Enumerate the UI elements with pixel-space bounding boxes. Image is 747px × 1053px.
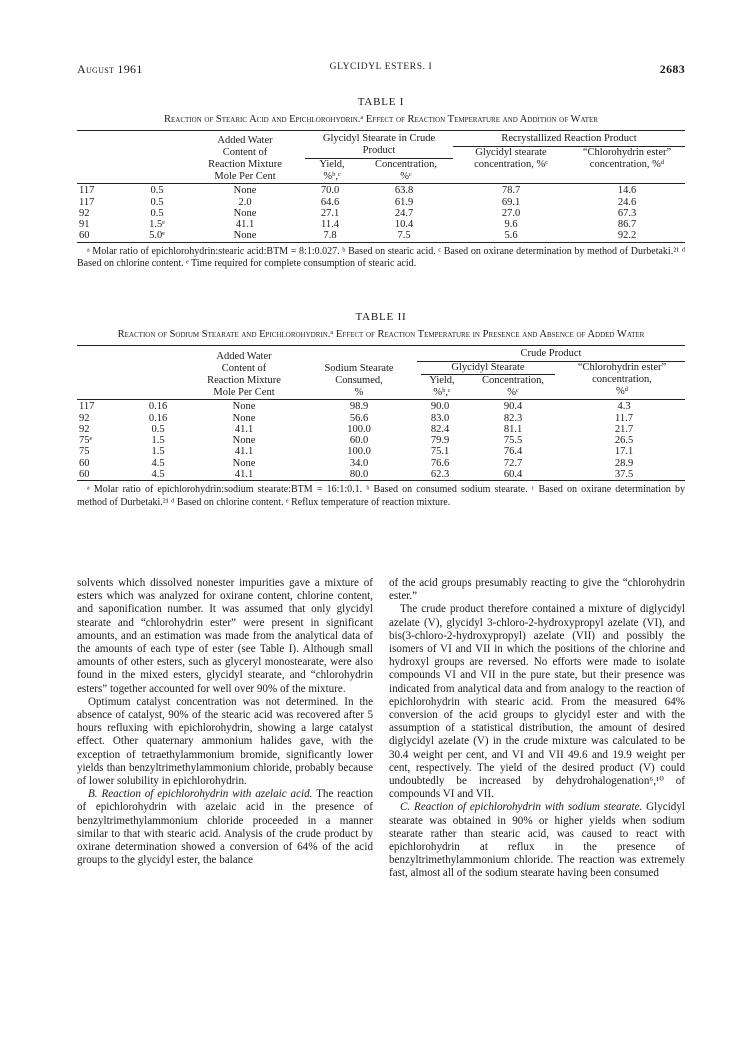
- table-cell-time: 0.5: [150, 207, 164, 219]
- table-cell-yield: 90.0: [430, 400, 450, 412]
- table-cell-water: 41.1: [234, 446, 254, 458]
- body-paragraph: Optimum catalyst concentration was not determined. In the absence of catalyst, 90% of the stearic acid was recovered after 5 hours refluxing with epichlorohydrin, showing a large catalyst effect. Other quaternary ammonium halides gave, with the exception of tetraethylammonium bromide, significantly lower yields than benzyltrimethylammonium chloride, probably because of lower solubility in epichlorohydrin.: [77, 695, 373, 788]
- table-2-top-rule: [77, 345, 685, 346]
- table-row: [77, 446, 685, 457]
- table-cell-ss: 98.9: [349, 400, 369, 412]
- table-cell-conc: 7.5: [397, 230, 411, 242]
- table-cell-temp: 117: [79, 400, 95, 412]
- table-cell-temp: 117: [79, 184, 95, 196]
- table-cell-ss: 80.0: [349, 468, 369, 480]
- table-row: [77, 197, 685, 208]
- t2-col-sodium-stearate: Sodium Stearate Consumed, %: [301, 348, 417, 400]
- table-cell-water: None: [232, 412, 256, 424]
- t1-col-recryst-group: Recrystallized Reaction Product Glycidyl stearate concentration, %ᶜ “Chlorohydrin ester” concentration, %ᵈ: [453, 133, 685, 184]
- header-page-number: 2683: [659, 62, 685, 76]
- table-cell-yield: 11.4: [321, 219, 339, 231]
- table-cell-time: 1.5: [151, 435, 165, 447]
- table-cell-temp: 75ᵉ: [79, 435, 93, 447]
- body-paragraph: of the acid groups presumably reacting to give the “chlorohydrin ester.”: [389, 577, 685, 603]
- table-cell-water: 41.1: [234, 423, 254, 435]
- table-cell-ce: 37.5: [614, 468, 634, 480]
- table-cell-time: 0.5: [150, 196, 164, 208]
- table-2-title: Reaction of Sodium Stearate and Epichlorohydrin.ᵃ Effect of Reaction Temperature in Presence and Absence of Added Water: [117, 329, 645, 340]
- table-cell-gs: 5.6: [504, 230, 518, 242]
- table-cell-water: None: [233, 184, 257, 196]
- table-cell-conc: 82.3: [503, 412, 523, 424]
- table-cell-water: None: [232, 457, 256, 469]
- table-row: [77, 458, 685, 469]
- body-paragraph: C. Reaction of epichlorohydrin with sodium stearate. Glycidyl stearate was obtained in 90% or higher yields when sodium stearate rather than stearic acid, was caused to react with epichlorohydrin at reflux in the presence of benzyltrimethylammonium chloride. The reaction was extremely fast, almost all of the sodium stearate having been consumed: [389, 801, 685, 880]
- table-cell-yield: 75.1: [430, 446, 450, 458]
- table-cell-ce: 67.3: [617, 207, 637, 219]
- table-row: [77, 435, 685, 446]
- table-row: [77, 400, 685, 413]
- table-cell-ce: 14.6: [617, 184, 637, 196]
- table-cell-yield: 70.0: [320, 184, 340, 196]
- table-cell-ss: 34.0: [349, 457, 369, 469]
- table-cell-yield: 7.8: [323, 230, 337, 242]
- t2-col-water: Added Water Content of Reaction Mixture Mole Per Cent: [187, 348, 301, 400]
- table-cell-temp: 92: [79, 207, 90, 219]
- table-cell-time: 0.5: [150, 184, 164, 196]
- table-2-footnote: ᵃ Molar ratio of epichlorohydrin:sodium stearate:BTM = 16:1:0.1. ᵇ Based on consumed sodium stearate. ᶜ Based on oxirane determination by method of Durbetaki.²¹ ᵈ Based on chlorine content. ᵉ Reflux temperature of reaction mixture.: [77, 484, 685, 508]
- table-cell-gs: 9.6: [504, 219, 518, 231]
- table-cell-conc: 61.9: [394, 196, 414, 208]
- table-row: [77, 208, 685, 219]
- table-1: [77, 133, 685, 242]
- table-cell-ce: 17.1: [614, 446, 634, 458]
- table-cell-gs: 27.0: [501, 207, 521, 219]
- section-heading-b: B. Reaction of epichlorohydrin with azelaic acid.: [88, 788, 313, 801]
- table-cell-yield: 76.6: [430, 457, 450, 469]
- table-1-body: [77, 184, 685, 242]
- table-cell-ce: 24.6: [617, 196, 637, 208]
- table-cell-conc: 24.7: [394, 207, 414, 219]
- t1-col-crude-group: Glycidyl Stearate in Crude Product Yield, %ᵇ,ᶜ Concentration, %ᶜ: [305, 133, 453, 184]
- table-cell-water: 41.1: [235, 219, 255, 231]
- table-cell-conc: 72.7: [503, 457, 523, 469]
- table-cell-ce: 11.7: [615, 412, 633, 424]
- table-cell-water: 2.0: [238, 196, 252, 208]
- header-running-title: GLYCIDYL ESTERS. I: [329, 62, 433, 72]
- table-2-block: [77, 311, 685, 509]
- table-cell-ce: 21.7: [614, 423, 634, 435]
- table-cell-conc: 90.4: [503, 400, 523, 412]
- body-paragraph: The crude product therefore contained a mixture of diglycidyl azelate (V), glycidyl 3-chloro-2-hydroxypropyl azelate (VI), and bis(3-chloro-2-hydroxypropyl) azelate (VII) and possibly the isomers of VI and VII in which the positions of the chlorine and hydroxyl groups are reversed. No efforts were made to isolate compounds VI and VII in the pure state, but their presence was indicated from analytical data and from analogy to the reaction of epichlorohydrin with stearic acid. From the measured 64% conversion of the acid groups to glycidyl ester and with the assumption of a statistical distribution, the amount of desired diglycidyl azelate (V) in the crude mixture was calculated to be 30.4 weight per cent, and VI and VII 49.6 and 19.9 weight per cent, respectively. The yield of the desired product (V) could undoubtedly be increased by dehydrohalogenation⁶,¹⁰ of compounds VI and VII.: [389, 603, 685, 801]
- table-cell-temp: 92: [79, 423, 90, 435]
- table-cell-yield: 79.9: [430, 435, 450, 447]
- table-cell-time: 1.5: [151, 446, 165, 458]
- table-cell-yield: 27.1: [320, 207, 340, 219]
- header-date: August 1961: [77, 62, 143, 76]
- table-cell-gs: 69.1: [501, 196, 521, 208]
- table-cell-ss: 100.0: [347, 446, 371, 458]
- table-cell-conc: 75.5: [503, 435, 523, 447]
- table-cell-yield: 83.0: [430, 412, 450, 424]
- table-cell-ce: 4.3: [617, 400, 631, 412]
- table-cell-ce: 92.2: [617, 230, 637, 242]
- table-cell-conc: 63.8: [394, 184, 414, 196]
- table-2-body: [77, 400, 685, 481]
- table-cell-time: 0.5: [151, 423, 165, 435]
- table-cell-water: None: [232, 400, 256, 412]
- table-cell-ss: 60.0: [349, 435, 369, 447]
- table-cell-yield: 64.6: [320, 196, 340, 208]
- table-cell-ce: 26.5: [614, 435, 634, 447]
- t1-col-water: Added Water Content of Reaction Mixture Mole Per Cent: [185, 133, 305, 184]
- table-cell-water: None: [233, 207, 257, 219]
- table-cell-yield: 82.4: [430, 423, 450, 435]
- table-cell-time: 0.16: [148, 400, 168, 412]
- section-heading-c: C. Reaction of epichlorohydrin with sodium stearate.: [400, 801, 643, 814]
- table-row: [77, 424, 685, 435]
- table-cell-yield: 62.3: [430, 468, 450, 480]
- table-cell-conc: 81.1: [503, 423, 523, 435]
- table-1-block: [77, 96, 685, 271]
- table-cell-ss: 100.0: [347, 423, 371, 435]
- table-row: [77, 230, 685, 241]
- table-cell-water: 41.1: [234, 468, 254, 480]
- table-cell-time: 4.5: [151, 468, 165, 480]
- t2-col-crude-group: Crude Product Glycidyl Stearate “Chlorohydrin ester” concentration, %ᵈ Yield, %ᵇ,ᶜ Concentration, %ᶜ: [417, 348, 685, 400]
- table-row: [77, 184, 685, 197]
- table-cell-ce: 86.7: [617, 219, 637, 231]
- table-cell-time: 5.0ᵉ: [149, 230, 165, 242]
- table-2-label: TABLE II: [355, 311, 407, 323]
- table-cell-ce: 28.9: [614, 457, 634, 469]
- table-1-footnote: ᵃ Molar ratio of epichlorohydrin:stearic acid:BTM = 8:1:0.027. ᵇ Based on stearic acid. ᶜ Based on oxirane determination by method of Durbetaki.²¹ ᵈ Based on chlorine content. ᵉ Time required for complete consumption of stearic acid.: [77, 245, 685, 270]
- body-paragraph: solvents which dissolved nonester impurities gave a mixture of esters which was analyzed for oxirane content, chlorine content, and saponification number. It was assumed that only glycidyl stearate and “chlorohydrin ester” were present in significant amounts, and an estimation was made from the analytical data of the amounts of each type of ester (see Table I). Although small amounts of other esters, such as glyceryl monostearate, were also found in the mixed esters, glycidyl stearate, and “chlorohydrin esters” together accounted for well over 90% of the mixture.: [77, 577, 373, 695]
- table-row: [77, 219, 685, 230]
- table-cell-time: 1.5ᵉ: [149, 219, 165, 231]
- table-cell-conc: 76.4: [503, 446, 523, 458]
- table-cell-temp: 92: [79, 412, 90, 424]
- table-row: [77, 413, 685, 424]
- body-column-left: [77, 577, 373, 867]
- table-2: [77, 348, 685, 480]
- table-cell-temp: 117: [79, 196, 95, 208]
- table-1-title: Reaction of Stearic Acid and Epichlorohydrin.ᵃ Effect of Reaction Temperature and Addition of Water: [164, 114, 598, 125]
- table-row: [77, 469, 685, 480]
- table-cell-temp: 60: [79, 457, 90, 469]
- table-cell-temp: 60: [79, 468, 90, 480]
- body-column-right: [389, 577, 685, 881]
- table-1-top-rule: [77, 130, 685, 131]
- table-2-bottom-rule: [77, 480, 685, 481]
- table-cell-water: None: [232, 435, 256, 447]
- table-cell-water: None: [233, 230, 257, 242]
- table-cell-time: 0.16: [148, 412, 168, 424]
- table-1-label: TABLE I: [357, 96, 405, 108]
- table-cell-gs: 78.7: [501, 184, 521, 196]
- body-paragraph: B. Reaction of epichlorohydrin with azelaic acid. The reaction of epichlorohydrin with azelaic acid in the presence of benzyltrimethylammonium chloride proceeded in a manner similar to that with stearic acid. Analysis of the crude product by oxirane determination showed a conversion of 64% of the acid groups to the glycidyl ester, the balance: [77, 788, 373, 867]
- table-cell-temp: 75: [79, 446, 90, 458]
- table-cell-ss: 56.6: [349, 412, 369, 424]
- table-cell-time: 4.5: [151, 457, 165, 469]
- running-header: [77, 62, 685, 78]
- table-cell-conc: 10.4: [394, 219, 414, 231]
- table-cell-conc: 60.4: [503, 468, 523, 480]
- table-cell-temp: 91: [79, 219, 90, 231]
- table-1-bottom-rule: [77, 242, 685, 243]
- table-cell-temp: 60: [79, 230, 90, 242]
